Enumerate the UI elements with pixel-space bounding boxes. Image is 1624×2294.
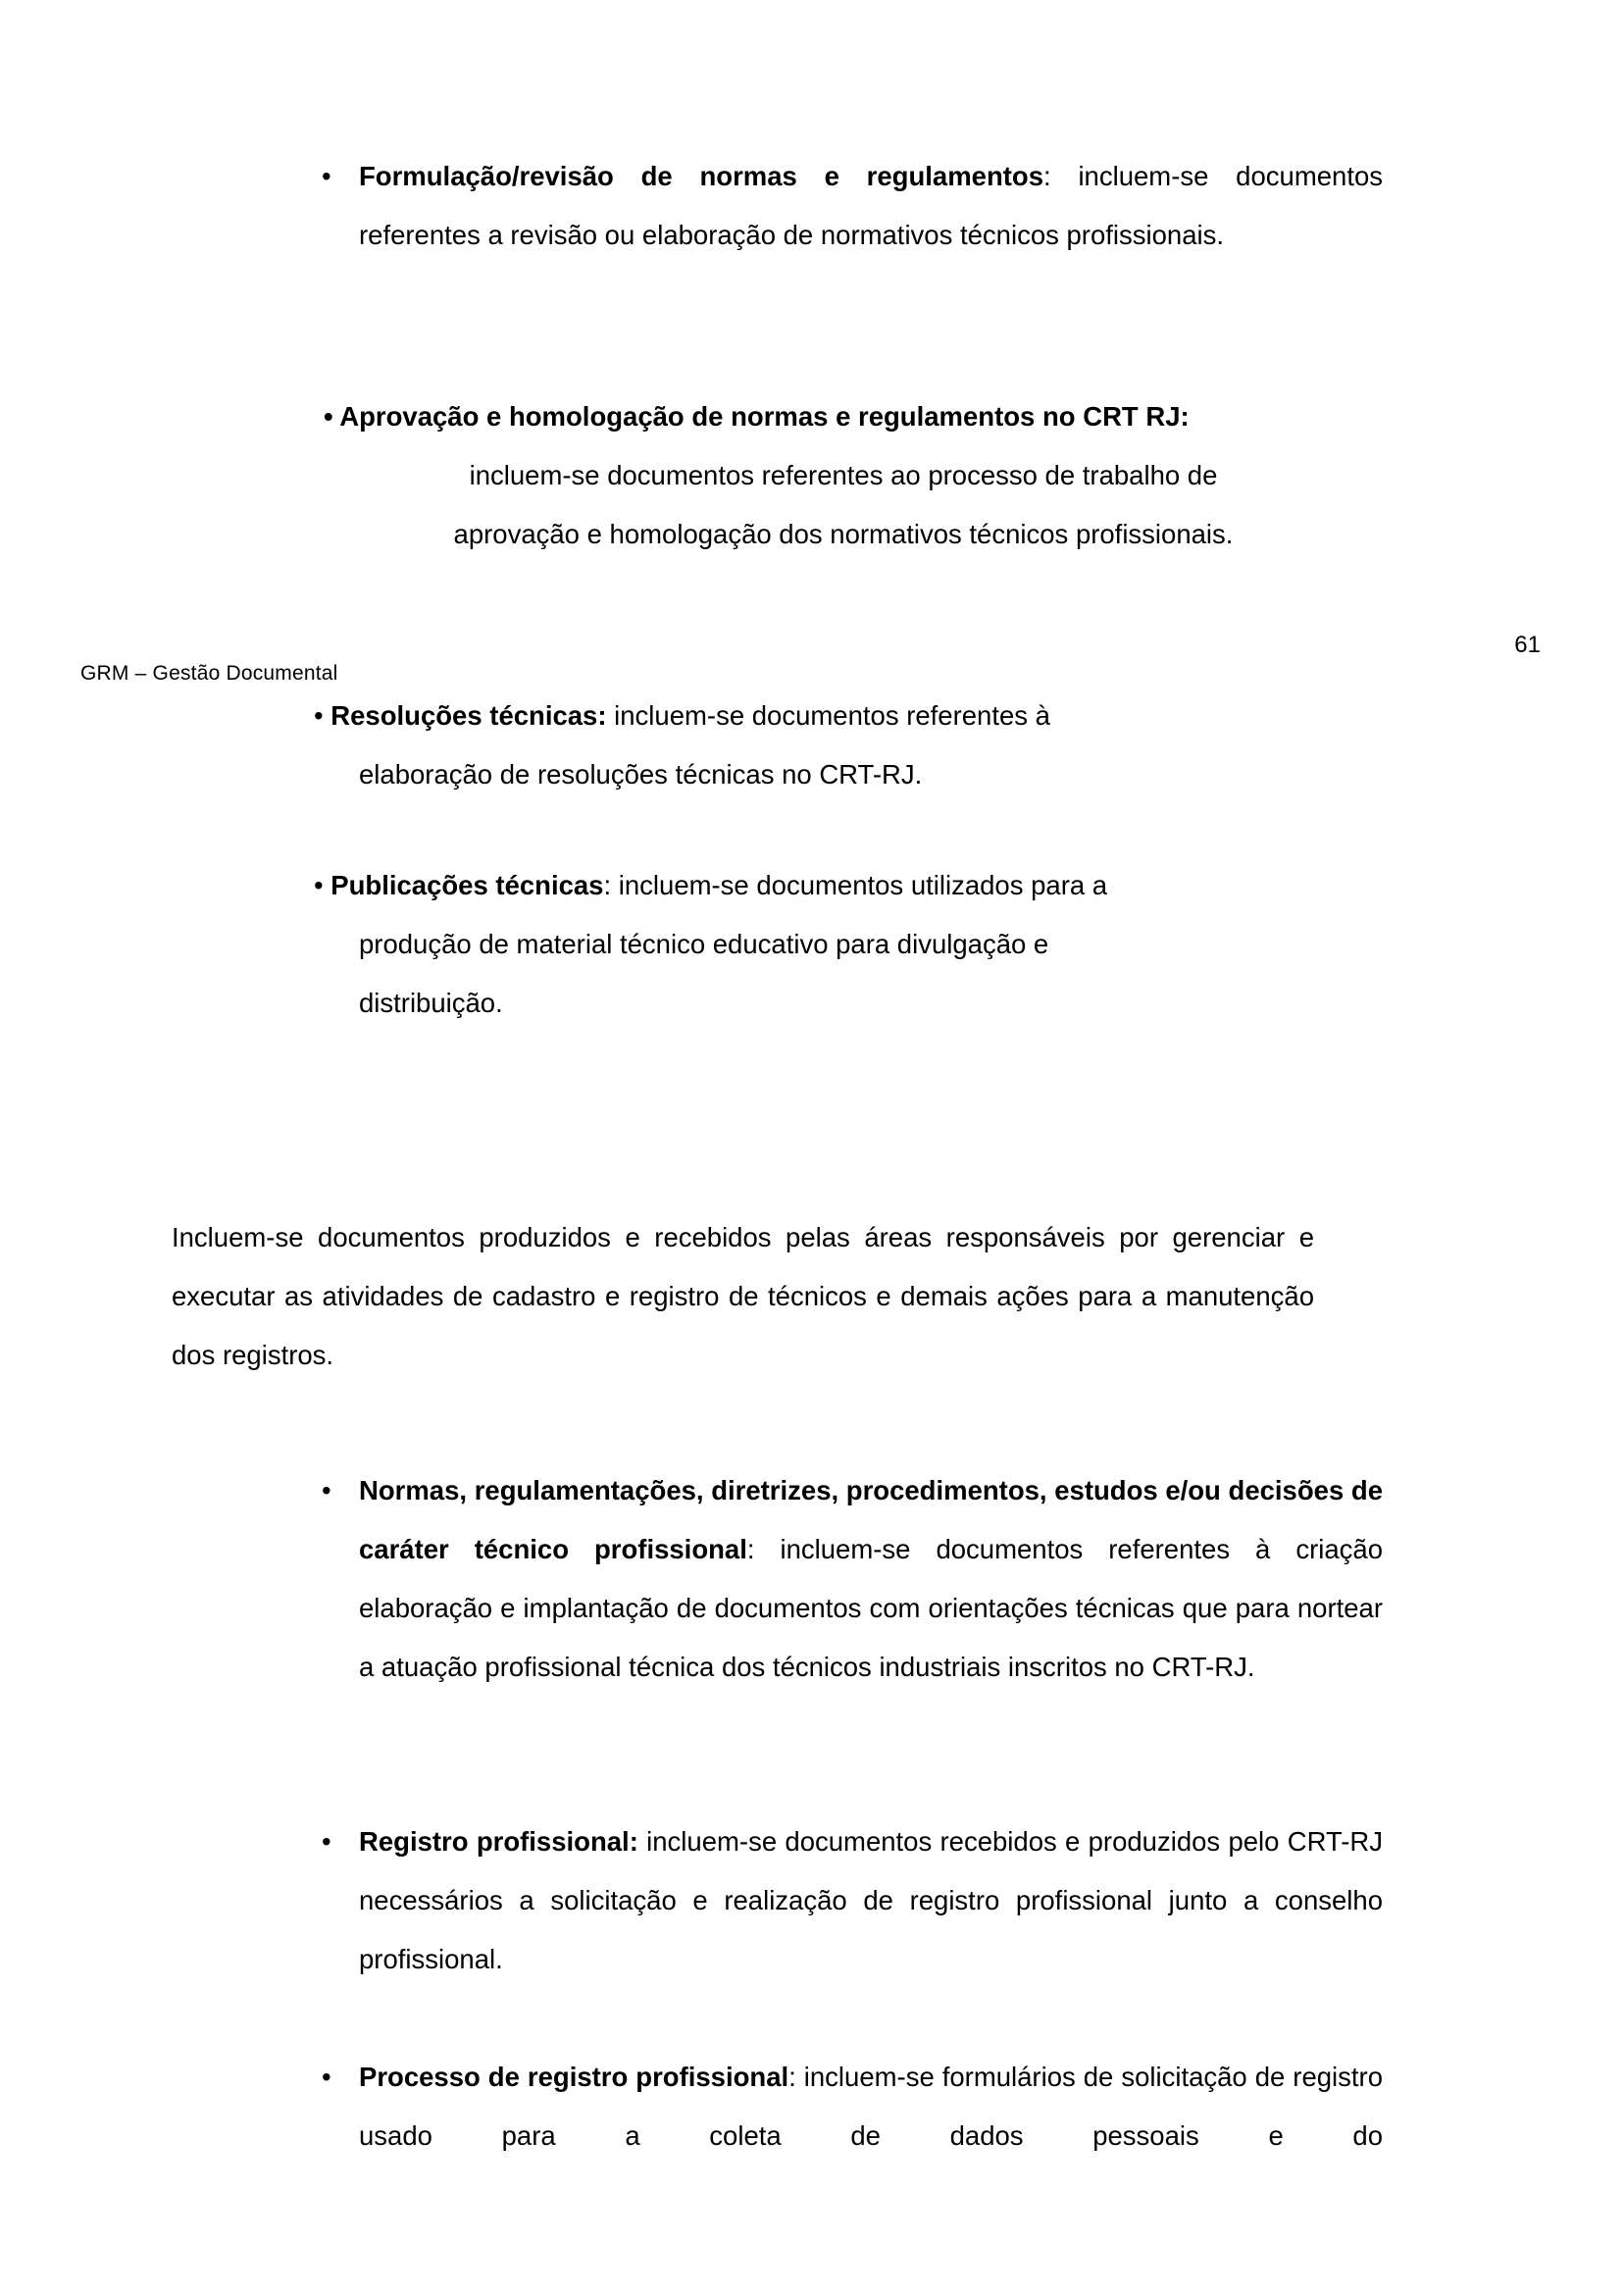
bullet-body: incluem-se documentos recebidos e produzidos pelo CRT-RJ necessários a solicitação e realização de registro profissional junto a conselho profissional. — [359, 1826, 1383, 1974]
publicacoes-line-2: produção de material técnico educativo para divulgação e — [359, 929, 1049, 959]
bullet-aprovacao-homologacao — [294, 387, 1393, 564]
list-item — [314, 147, 1383, 265]
running-header: GRM – Gestão Documental — [80, 662, 338, 685]
aprovacao-heading: • Aprovação e homologação de normas e regulamentos no CRT RJ: — [324, 401, 1190, 432]
resolucoes-line-1 — [314, 687, 1412, 745]
bullet-dot: • — [322, 2062, 331, 2092]
bullet-dot: • — [322, 1826, 331, 1857]
bullet-dot: • — [322, 1475, 331, 1505]
bullet-publicacoes-tecnicas — [314, 856, 1412, 1033]
bullet-list — [314, 2048, 1383, 2166]
bullet-resolucoes-tecnicas — [314, 687, 1412, 804]
bullet-list — [314, 147, 1383, 265]
page-number: 61 — [1514, 632, 1541, 658]
bullet-list — [314, 1461, 1383, 1697]
bullet-list — [314, 1812, 1383, 1989]
bullet-dot: • — [322, 161, 331, 191]
bullet-text — [359, 147, 1383, 265]
bullet-body: : incluem-se formulários de solicitação de registro usado para a coleta de dados pessoais e do — [359, 2062, 1383, 2151]
bullet-text — [359, 1461, 1383, 1697]
aprovacao-line-2: aprovação e homologação dos normativos técnicos profissionais. — [453, 519, 1234, 549]
bullet-body: : incluem-se documentos referentes a revisão ou elaboração de normativos técnicos profissionais. — [359, 161, 1383, 250]
bullet-normas-regulamentacoes — [314, 1461, 1383, 1697]
bullet-registro-profissional — [314, 1812, 1383, 1989]
aprovacao-line-1: incluem-se documentos referentes ao processo de trabalho de — [469, 460, 1218, 490]
bullet-term: Publicações técnicas — [330, 870, 604, 900]
list-item — [314, 1461, 1383, 1697]
bullet-processo-registro-profissional — [314, 2048, 1383, 2166]
bullet-dot: • — [314, 700, 324, 731]
bullet-formulacao-revisao — [314, 147, 1383, 265]
bullet-body: : incluem-se documentos utilizados para a — [603, 870, 1108, 900]
bullet-text — [359, 2048, 1383, 2166]
bullet-term: Registro profissional: — [359, 1826, 638, 1857]
resolucoes-line-2: elaboração de resoluções técnicas no CRT-RJ. — [359, 759, 923, 790]
list-item — [314, 2048, 1383, 2166]
bullet-body: incluem-se documentos referentes à — [606, 700, 1050, 731]
bullet-text — [359, 1812, 1383, 1989]
bullet-body: : incluem-se documentos referentes à criação elaboração e implantação de documentos com orientações técnicas que para nortear a atuação profissional técnica dos técnicos industriais inscritos no CRT-RJ. — [359, 1534, 1383, 1682]
publicacoes-line-1 — [314, 856, 1412, 915]
bullet-dot: • — [314, 870, 324, 900]
publicacoes-line-3: distribuição. — [359, 988, 503, 1018]
section-intro-paragraph: Incluem-se documentos produzidos e recebidos pelas áreas responsáveis por gerenciar e executar as atividades de cadastro e registro de técnicos e demais ações para a manutenção dos registros. — [172, 1222, 1314, 1370]
bullet-term: Formulação/revisão de normas e regulamentos — [359, 161, 1044, 191]
bullet-term: Normas, regulamentações, diretrizes, procedimentos, estudos e/ou decisões de caráter técnico profissional — [359, 1475, 1383, 1564]
bullet-term: Resoluções técnicas: — [330, 700, 607, 731]
list-item — [314, 1812, 1383, 1989]
bullet-term: Processo de registro profissional — [359, 2062, 789, 2092]
